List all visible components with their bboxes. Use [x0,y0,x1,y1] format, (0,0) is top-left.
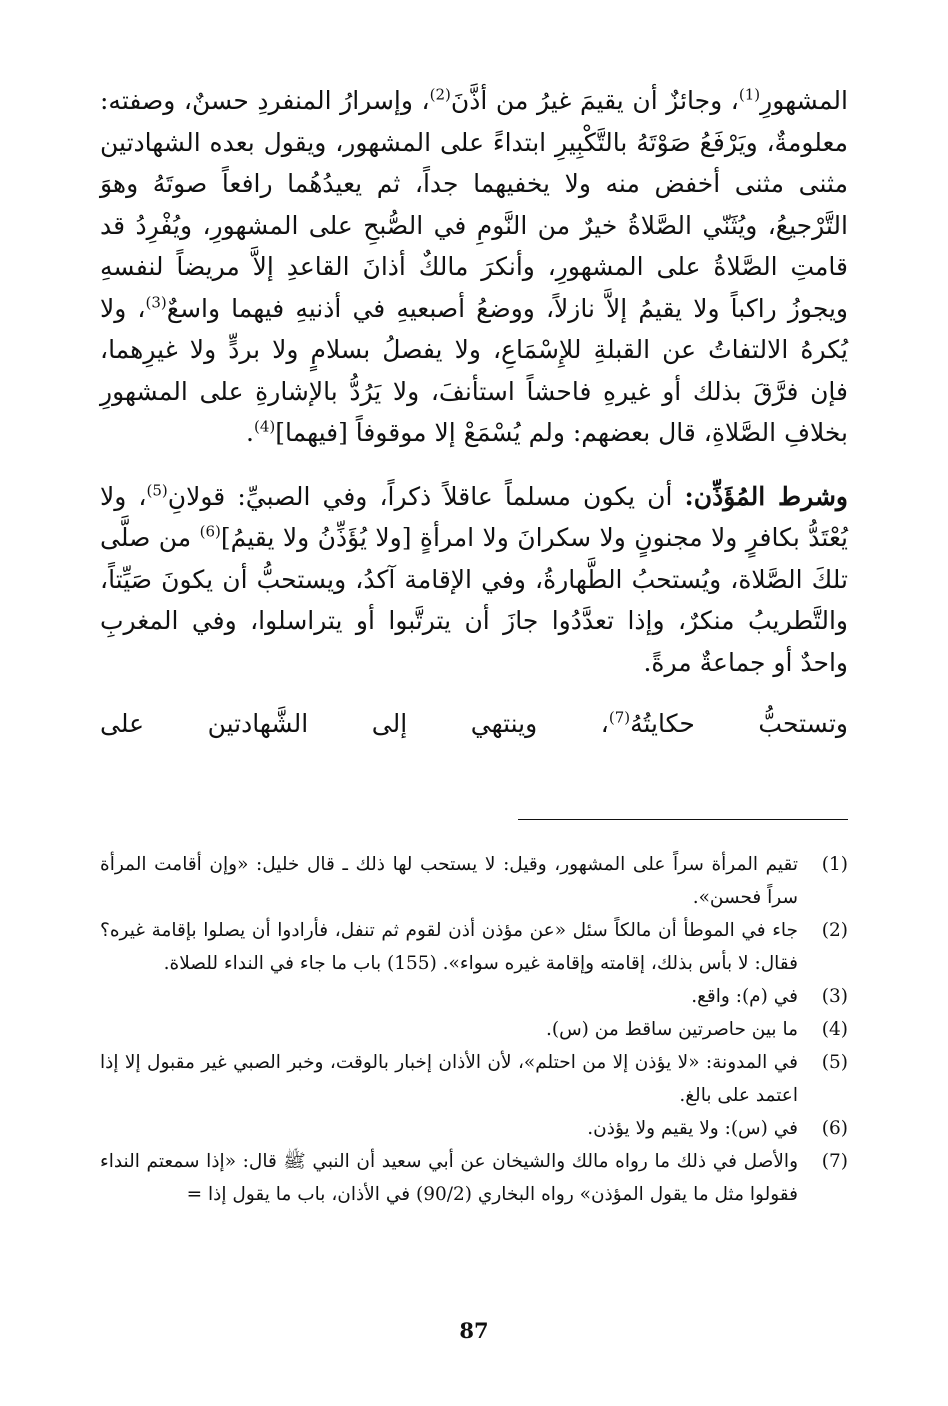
footnote-ref-6: (6) [199,522,221,541]
footnote-text: والأصل في ذلك ما رواه مالك والشيخان عن أبي سعيد أن النبي ﷺ قال: «إذا سمعتم النداء فقولوا مثل ما يقول المؤذن» رواه البخاري (90/2) في الأذان، باب ما يقول إذا = [100,1151,798,1205]
footnote-text: في المدونة: «لا يؤذن إلا من احتلم»، لأن الأذان إخبار بالوقت، وخبر الصبي غير مقبول إلا إذا اعتمد على بالغ. [100,1052,798,1106]
footnote-text: جاء في الموطأ أن مالكاً سئل «عن مؤذن أذن لقوم ثم تنفل، فأرادوا أن يصلوا بإقامة غيره؟ فقال: لا بأس بذلك، إقامته وإقامة غيره سواء». (155) باب ما جاء في النداء للصلاة. [100,920,798,974]
text-segment: المشهورِ [760,86,848,115]
footnote-item [100,980,848,1013]
main-text [100,80,848,745]
footnote-number: (5) [821,1052,848,1073]
text-segment: وتستحبُّ حكايتُهُ [630,709,848,738]
page-number: 87 [459,1318,489,1343]
footnote-ref-5: (5) [146,481,168,500]
footnote-number: (6) [821,1118,848,1139]
footnote-number: (4) [821,1019,848,1040]
section-term: وشرط المُؤَذِّن: [684,481,848,511]
footnote-number: (3) [821,986,848,1007]
footnote-text: في (س): ولا يقيم ولا يؤذن. [587,1118,798,1139]
footnote-text: ما بين حاصرتين ساقط من (س). [546,1019,798,1040]
text-segment: ، وجائزٌ أن يقيمَ غيرُ من أذَّنَ [450,86,739,115]
footnote-ref-2: (2) [429,85,451,104]
footnote-item [100,848,848,914]
footnote-ref-7: (7) [608,708,631,727]
footnote-text: تقيم المرأة سراً على المشهور، وقيل: لا يستحب لها ذلك ـ قال خليل: «وإن أقامت المرأة سراً فحسن». [100,854,798,908]
paragraph-3 [100,703,848,745]
text-segment: ، وإسرارُ المنفردِ حسنٌ، وصفته: معلومةٌ، ويَرْفَعُ صَوْتَهُ بالتَّكْبِيرِ ابتداءً على المشهور، ويقول بعده الشهادتين مثنى مثنى أخفض منه ولا يخفيهما جداً، ثم يعيدُهُما رافعاً صوتَهُ وهوَ التَّرْجيعُ، ويُثَنّي الصَّلاةُ خيرٌ من النَّومِ في الصُّبحِ على المشهورِ، ويُفْرِدُ قد قامتِ الصَّلاةُ على المشهورِ، وأنكرَ مالكٌ أذانَ القاعدِ إلاَّ مريضاً لنفسهِ ويجوزُ راكباً ولا يقيمُ إلاَّ نازلاً، ووضعُ أصبعيهِ في أذنيهِ فيهما واسعٌ [100,86,848,323]
footnote-item [100,1145,848,1211]
footnote-number: (2) [821,920,848,941]
footnote-ref-1: (1) [738,85,761,104]
footnote-item [100,1046,848,1112]
footnotes [100,848,848,1211]
footnote-divider [518,819,848,820]
text-segment: أن يكون مسلماً عاقلاً ذكراً، وفي الصبيِّ: قولانِ [167,481,685,511]
footnote-number: (1) [821,854,848,875]
footnote-ref-4: (4) [254,417,276,436]
paragraph-2 [100,476,848,684]
text-segment: ، وينتهي إلى الشَّهادتين على [100,709,609,738]
footnote-item [100,1013,848,1046]
text-segment: . [246,418,254,447]
footnote-text: في (م): واقع. [691,986,798,1007]
footnote-ref-3: (3) [145,293,167,312]
footnote-item [100,914,848,980]
text-segment: ، ولا يُعْتَدُّ بكافرٍ ولا مجنونٍ ولا سكرانَ ولا امرأةٍ [ولا يُؤَذِّنُ ولا يقيمُ] [100,481,848,552]
footnote-item [100,1112,848,1145]
text-segment: ، ولا يُكرهُ الالتفاتُ عن القبلةِ للإِسْمَاعِ، ولا يفصلُ بسلامٍ ولا بردٍّ ولا غيرِهما، فإن فرَّقَ بذلك أو غيرهِ فاحشاً استأنفَ، ولا يَرُدُّ بالإشارةِ على المشهورِ بخلافِ الصَّلاةِ، قال بعضهم: ولم يُسْمَعْ إلا موقوفاً [فيهما] [100,293,848,447]
text-segment: من صلَّى تلكَ الصَّلاة، ويُستحبُ الطَّهارةُ، وفي الإقامة آكدُ، ويستحبُّ أن يكونَ صَيِّتاً، والتَّطريبُ منكرٌ، وإذا تعدَّدُوا جازَ أن يترتَّبوا أو يتراسلوا، وفي المغربِ واحدٌ أو جماعةٌ مرةً. [100,523,848,677]
footnote-number: (7) [821,1151,848,1172]
paragraph-1 [100,80,848,454]
